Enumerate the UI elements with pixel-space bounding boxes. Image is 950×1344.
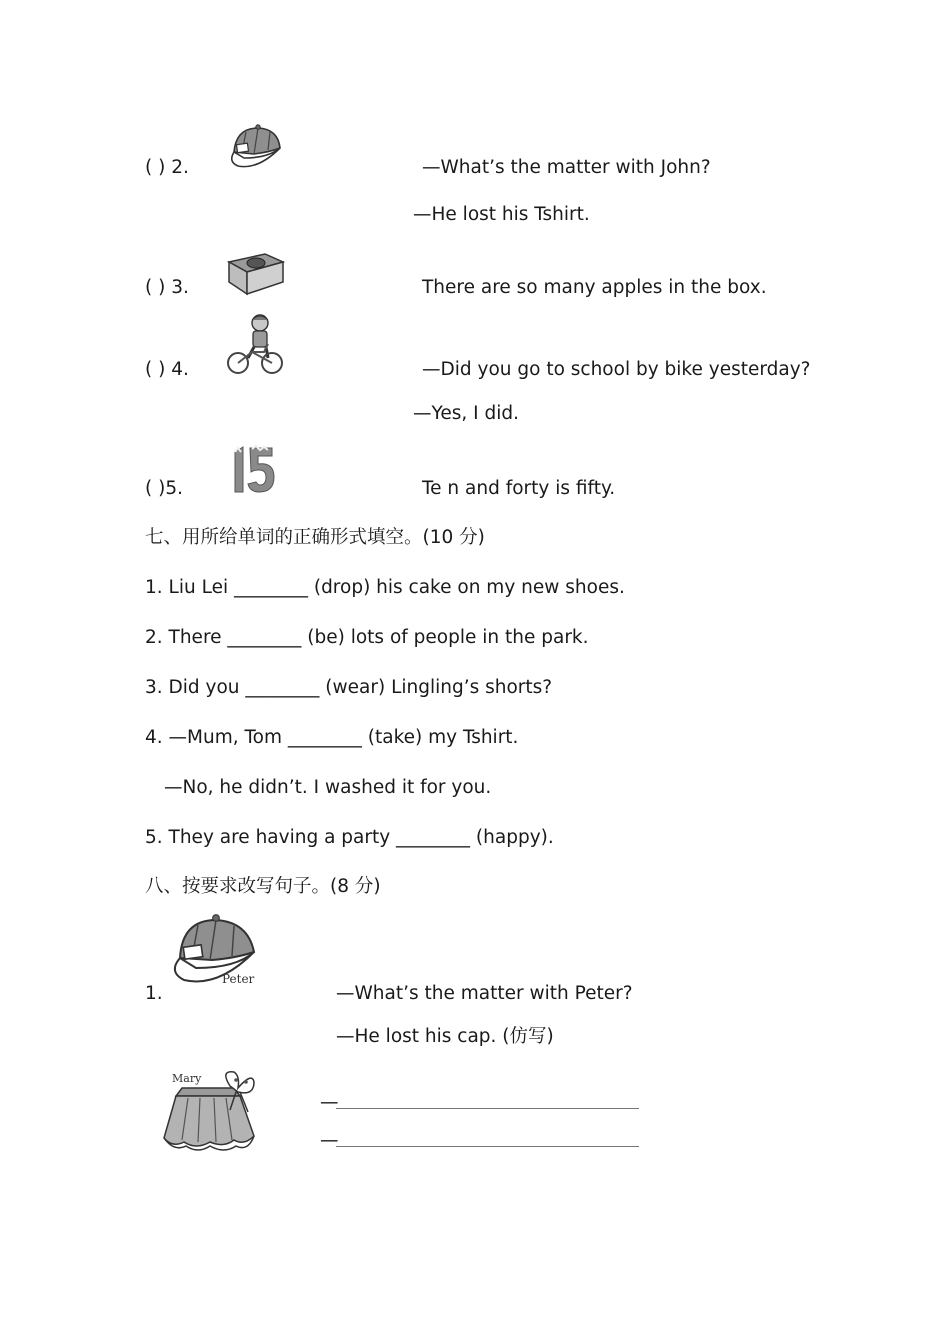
item2-reply: —He lost his Tshirt.	[413, 204, 590, 225]
answer-line-1[interactable]	[336, 1108, 639, 1109]
section7-heading	[145, 529, 485, 548]
item3-sentence: There are so many apples in the box.	[422, 277, 767, 298]
item4-paren: ( ) 4.	[145, 359, 189, 380]
item4-question: —Did you go to school by bike yesterday?	[422, 359, 811, 380]
section8-heading-cn: 八、按要求改写句子。	[145, 876, 331, 897]
answer-line2-dash: —	[320, 1130, 339, 1151]
item4-reply: —Yes, I did.	[413, 403, 519, 424]
section8-item1-answer-text: —He lost his cap. (	[336, 1026, 510, 1047]
section7-item4: 4. —Mum, Tom ________ (take) my Tshirt.	[145, 727, 519, 748]
item5-paren: ( )5.	[145, 478, 183, 499]
number-15-icon	[228, 444, 280, 496]
cap-icon	[224, 122, 288, 174]
item2-paren: ( ) 2.	[145, 157, 189, 178]
box-icon	[225, 250, 287, 296]
section7-item1: 1. Liu Lei ________ (drop) his cake on my new shoes.	[145, 577, 625, 598]
item2-question: —What’s the matter with John?	[422, 157, 711, 178]
section7-item3: 3. Did you ________ (wear) Lingling’s shorts?	[145, 677, 553, 698]
item3-paren: ( ) 3.	[145, 277, 189, 298]
mary-skirt-icon	[160, 1066, 260, 1154]
peter-cap-icon	[166, 912, 266, 992]
section7-heading-cn: 七、用所给单词的正确形式填空。	[145, 527, 423, 548]
section7-item2: 2. There ________ (be) lots of people in the park.	[145, 627, 589, 648]
section7-item5: 5. They are having a party ________ (happy).	[145, 827, 554, 848]
section8-item1-number: 1.	[145, 983, 163, 1004]
section8-item1-question: —What’s the matter with Peter?	[336, 983, 633, 1004]
section8-item1-answer-end: )	[546, 1026, 554, 1047]
section7-heading-score: (10 分)	[422, 527, 485, 548]
peter-cap-label: Peter	[222, 972, 255, 986]
section7-item4-reply: —No, he didn’t. I washed it for you.	[164, 777, 492, 798]
answer-line-2[interactable]	[336, 1146, 639, 1147]
item5-sentence: Te n and forty is fifty.	[422, 478, 616, 499]
boy-bike-icon	[224, 314, 286, 376]
mary-skirt-label: Mary	[172, 1072, 202, 1085]
section8-heading	[145, 878, 381, 897]
section8-item1-answer-cn: 仿写	[509, 1026, 547, 1047]
section8-heading-score: (8 分)	[330, 876, 381, 897]
answer-line1-dash: —	[320, 1092, 339, 1113]
section8-item1-answer	[336, 1028, 554, 1047]
